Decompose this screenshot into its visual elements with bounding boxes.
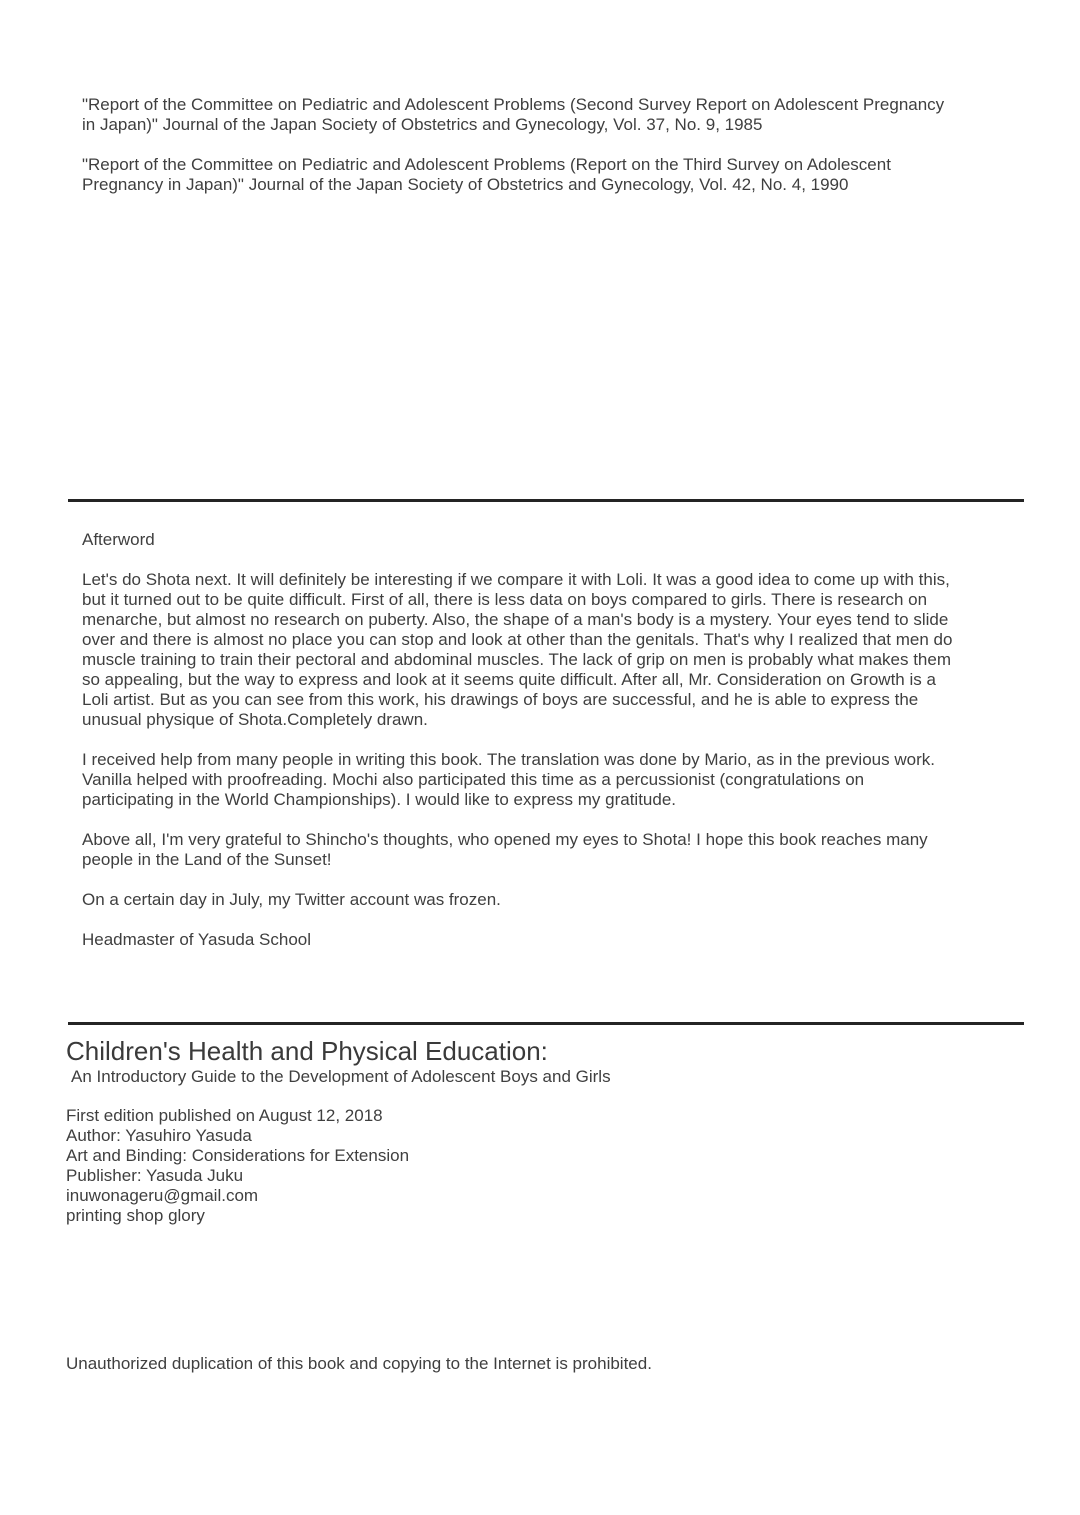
reference-citation: "Report of the Committee on Pediatric and Adolescent Problems (Second Survey Report on Adolescent Pregnancy in Japan)" Journal of the Japan Society of Obstetrics and Gynecology, Vol. 37, No. 9, 1985 xyxy=(82,95,945,134)
publication-details xyxy=(66,1106,960,1226)
colophon-section xyxy=(0,1025,1020,1226)
pub-detail-edition: First edition published on August 12, 2018 xyxy=(66,1106,383,1125)
book-title: Children's Health and Physical Education: xyxy=(66,1036,548,1066)
pub-detail-author: Author: Yasuhiro Yasuda xyxy=(66,1126,252,1145)
afterword-heading: Afterword xyxy=(82,530,155,549)
afterword-paragraph: Above all, I'm very grateful to Shincho's thoughts, who opened my eyes to Shota! I hope this book reaches many people in the Land of the Sunset! xyxy=(82,830,928,869)
afterword-paragraph: I received help from many people in writing this book. The translation was done by Mario, as in the previous work. Vanilla helped with proofreading. Mochi also participated this time as a percussionist (congratulations on participating in the World Championships). I would like to express my gratitude. xyxy=(82,750,935,809)
afterword-signature: Headmaster of Yasuda School xyxy=(82,930,312,949)
copyright-notice: Unauthorized duplication of this book and copying to the Internet is prohibited. xyxy=(66,1354,652,1373)
pub-detail-printer: printing shop glory xyxy=(66,1206,205,1225)
references-section xyxy=(0,0,1014,195)
afterword-paragraph: Let's do Shota next. It will definitely be interesting if we compare it with Loli. It was a good idea to come up with this, but it turned out to be quite difficult. First of all, there is less data on boys compared to girls. There is research on menarche, but almost no research on puberty. Also, the shape of a man's body is a mystery. Your eyes tend to slide over and there is almost no place you can stop and look at other than the genitals. That's why I realized that men do muscle training to train their pectoral and abdominal muscles. The lack of grip on men is probably what makes them so appealing, but the way to express and look at it seems quite difficult. After all, Mr. Consideration on Growth is a Loli artist. But as you can see from this work, his drawings of boys are successful, and he is able to express the unusual physique of Shota.Completely drawn. xyxy=(82,570,953,729)
afterword-paragraph: On a certain day in July, my Twitter account was frozen. xyxy=(82,890,501,909)
pub-detail-publisher: Publisher: Yasuda Juku xyxy=(66,1166,244,1185)
reference-citation: "Report of the Committee on Pediatric and Adolescent Problems (Report on the Third Survey on Adolescent Pregnancy in Japan)" Journal of the Japan Society of Obstetrics and Gynecology, Vol. 42, No. 4, 1990 xyxy=(82,155,891,194)
pub-detail-art-binding: Art and Binding: Considerations for Extension xyxy=(66,1146,410,1165)
pub-detail-email: inuwonageru@gmail.com xyxy=(66,1186,259,1205)
book-subtitle: An Introductory Guide to the Development of Adolescent Boys and Girls xyxy=(71,1067,611,1086)
afterword-section xyxy=(0,502,1014,950)
